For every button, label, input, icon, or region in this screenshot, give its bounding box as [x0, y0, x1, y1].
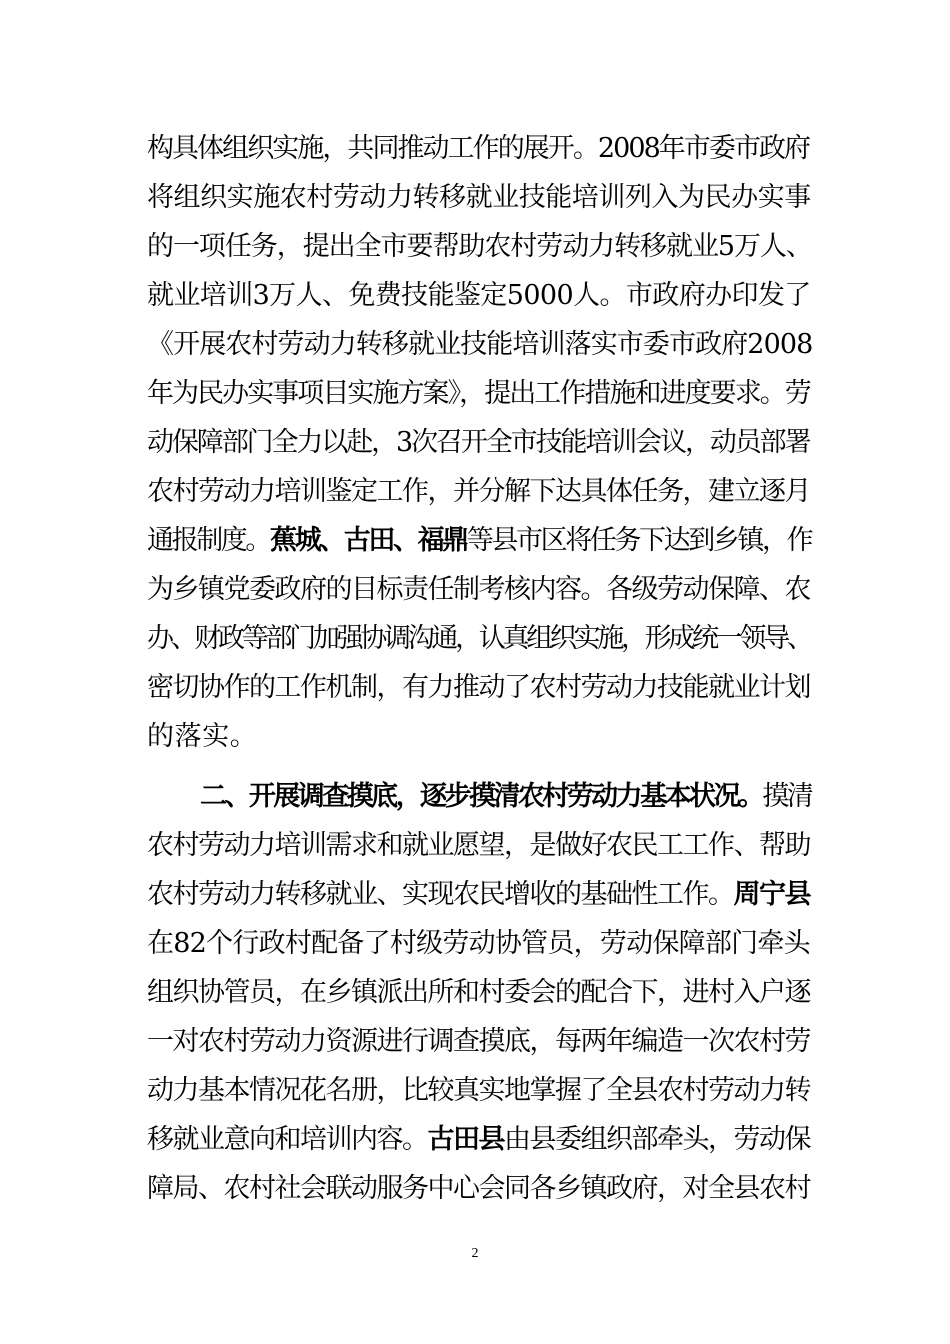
- text-segment: 一对农村劳动力资源进行调查摸底，每两年编造一次农村劳: [147, 1026, 810, 1057]
- text-segment: 构具体组织实施，共同推动工作的展开。2008年市委市政府: [147, 133, 810, 164]
- text-line-20: [147, 1069, 810, 1113]
- text-segment: 通报制度。: [147, 525, 270, 556]
- text-segment: 动保障部门全力以赴，3次召开全市技能培训会议，动员部署: [147, 427, 810, 458]
- text-segment: 为乡镇党委政府的目标责任制考核内容。各级劳动保障、农: [147, 574, 810, 605]
- text-segment: 《开展农村劳动力转移就业技能培训落实市委市政府2008: [147, 329, 813, 360]
- emphasis-place-name: 周宁县: [733, 879, 810, 910]
- text-segment: 的落实。: [147, 721, 258, 752]
- text-line-16: [147, 873, 810, 917]
- page-number: 2: [471, 1246, 479, 1261]
- text-line-8: [147, 470, 810, 514]
- text-line-17: [147, 922, 810, 966]
- text-line-22: [147, 1167, 810, 1211]
- text-line-19: [147, 1020, 810, 1064]
- text-line-2: [147, 176, 811, 220]
- text-line-9: [147, 519, 811, 563]
- text-line-10: [147, 568, 810, 612]
- text-line-1: [147, 127, 809, 171]
- text-segment: 组织协管员，在乡镇派出所和村委会的配合下，进村入户逐: [147, 977, 810, 1008]
- text-segment: 农村劳动力培训需求和就业愿望，是做好农民工工作、帮助: [147, 830, 810, 861]
- text-segment: 等县市区将任务下达到乡镇，作: [466, 525, 812, 556]
- text-segment: 摸清: [762, 781, 812, 812]
- text-line-12: [147, 666, 810, 710]
- text-line-18: [147, 971, 810, 1015]
- text-line-13: [147, 715, 257, 759]
- text-segment: 年为民办实事项目实施方案》，提出工作措施和进度要求。劳: [147, 378, 810, 409]
- text-line-11: [147, 617, 811, 661]
- text-segment: 动力基本情况花名册，比较真实地掌握了全县农村劳动力转: [147, 1075, 810, 1106]
- text-segment: 移就业意向和培训内容。: [147, 1124, 428, 1155]
- text-line-6: [147, 372, 810, 416]
- text-segment: 密切协作的工作机制，有力推动了农村劳动力技能就业计划: [147, 672, 810, 703]
- text-line-14: [200, 775, 811, 819]
- text-segment: 将组织实施农村劳动力转移就业技能培训列入为民办实事: [147, 182, 811, 213]
- text-line-5: [147, 323, 812, 367]
- text-segment: 农村劳动力培训鉴定工作，并分解下达具体任务，建立逐月: [147, 476, 810, 507]
- text-segment: 由县委组织部牵头，劳动保: [504, 1124, 810, 1155]
- text-segment: 的一项任务，提出全市要帮助农村劳动力转移就业5万人、: [147, 231, 812, 262]
- text-line-21: [147, 1118, 810, 1162]
- text-segment: 农村劳动力转移就业、实现农民增收的基础性工作。: [147, 879, 734, 910]
- text-line-15: [147, 824, 810, 868]
- section-heading: 二、开展调查摸底，逐步摸清农村劳动力基本状况。: [200, 781, 763, 812]
- text-line-7: [147, 421, 809, 465]
- emphasis-place-names: 蕉城、古田、福鼎: [270, 525, 467, 556]
- text-line-4: [147, 274, 811, 318]
- text-segment: 障局、农村社会联动服务中心会同各乡镇政府，对全县农村: [147, 1173, 810, 1204]
- text-segment: 在82个行政村配备了村级劳动协管员，劳动保障部门牵头: [147, 928, 810, 959]
- text-segment: 就业培训3万人、免费技能鉴定5000人。市政府办印发了: [147, 280, 811, 311]
- text-segment: 办、财政等部门加强协调沟通，认真组织实施，形成统一领导、: [147, 623, 811, 654]
- emphasis-place-name: 古田县: [427, 1124, 504, 1155]
- text-line-3: [147, 225, 812, 269]
